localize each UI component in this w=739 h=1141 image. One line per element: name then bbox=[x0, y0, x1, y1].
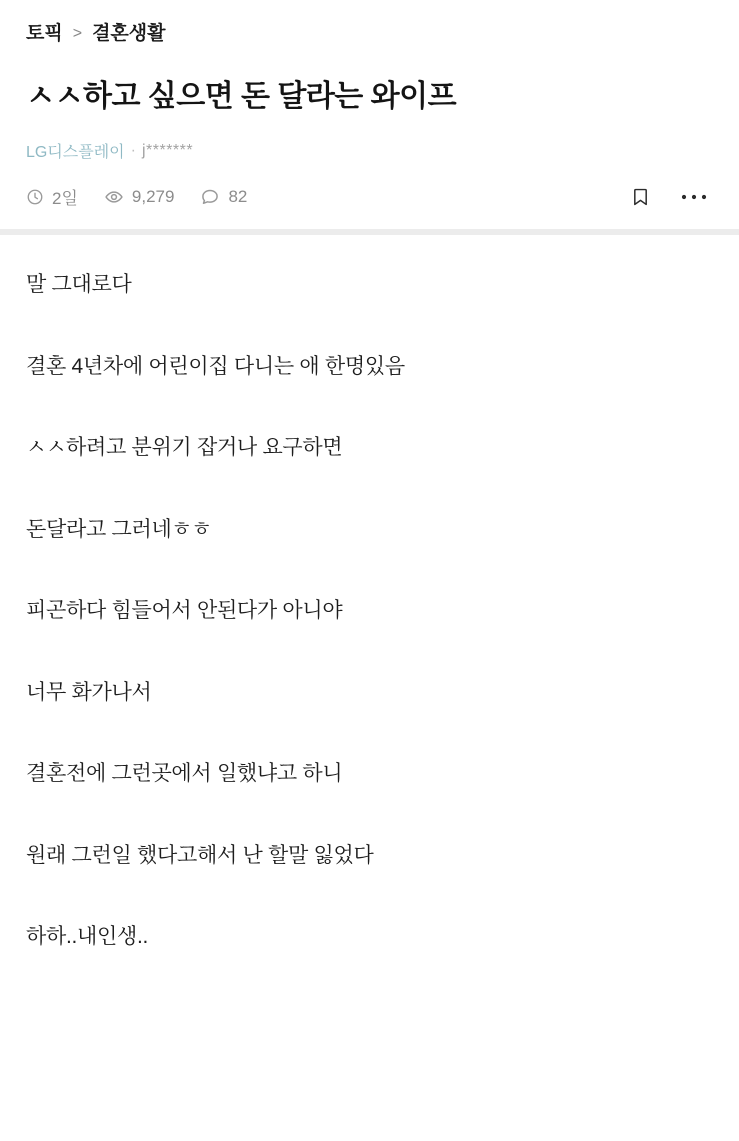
post-body bbox=[0, 235, 739, 1141]
post-paragraph: 결혼전에 그런곳에서 일했냐고 하니 bbox=[26, 762, 343, 786]
post-paragraph: 말 그대로다 bbox=[26, 273, 132, 297]
breadcrumb-current[interactable]: 결혼생활 bbox=[92, 23, 166, 44]
eye-icon bbox=[104, 187, 124, 207]
breadcrumb bbox=[26, 18, 713, 47]
post-paragraph: 피곤하다 힘들어서 안된다가 아니야 bbox=[26, 599, 343, 623]
author-name: j******* bbox=[141, 141, 194, 159]
meta-comments[interactable] bbox=[200, 187, 247, 207]
breadcrumb-root[interactable]: 토픽 bbox=[26, 23, 63, 44]
byline bbox=[26, 139, 713, 162]
post-paragraph: ㅅㅅ하려고 분위기 잡거나 요구하면 bbox=[26, 436, 343, 460]
post-header bbox=[0, 0, 739, 229]
clock-icon bbox=[26, 188, 44, 206]
post-actions bbox=[630, 185, 713, 209]
meta-time-label: 2일 bbox=[52, 189, 78, 209]
bookmark-icon[interactable] bbox=[630, 185, 651, 209]
post-metabar bbox=[26, 184, 713, 229]
post-paragraph: 하하..내인생.. bbox=[26, 925, 149, 949]
page-title: ㅅㅅ하고 싶으면 돈 달라는 와이프 bbox=[26, 79, 457, 113]
meta-views-count: 9,279 bbox=[131, 186, 175, 206]
meta-time bbox=[26, 184, 78, 209]
post-paragraph: 결혼 4년차에 어린이집 다니는 애 한명있음 bbox=[26, 354, 405, 378]
post-paragraph: 원래 그런일 했다고해서 난 할말 잃었다 bbox=[26, 843, 374, 867]
company-name[interactable]: LG디스플레이 bbox=[26, 144, 125, 162]
comment-icon bbox=[200, 187, 220, 207]
chevron-right-icon: > bbox=[72, 24, 83, 42]
meta-comments-count: 82 bbox=[228, 186, 248, 206]
post-paragraph: 너무 화가나서 bbox=[26, 680, 152, 704]
more-horizontal-icon[interactable] bbox=[681, 193, 707, 201]
meta-views bbox=[104, 187, 175, 207]
byline-separator: · bbox=[130, 141, 136, 159]
post-paragraph: 돈달라고 그러네ㅎㅎ bbox=[26, 517, 212, 541]
